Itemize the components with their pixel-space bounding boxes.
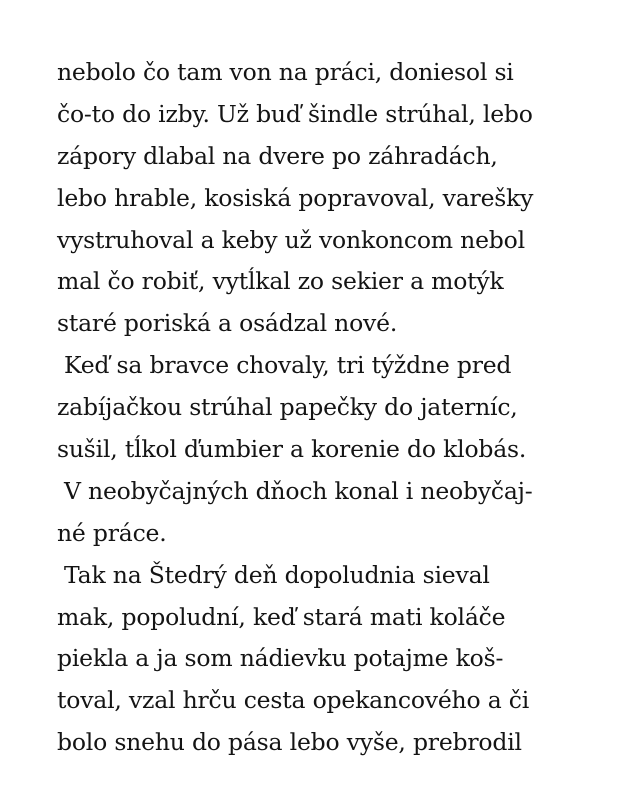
body-text [57,52,617,764]
text-line: toval, vzal hrču cesta opekancového a či [57,686,530,715]
text-line: staré poriská a osádzal nové. [57,309,398,338]
paragraph-start-line: Tak na Štedrý deň dopoludnia sieval [64,560,490,589]
text-line: né práce. [57,518,167,547]
text-line: sušil, tĺkol ďumbier a korenie do klobás. [57,435,527,464]
paragraph-start-line: V neobyčajných dňoch konal i neobyčaj- [64,476,533,505]
text-line: mal čo robiť, vytĺkal zo sekier a motýk [57,267,504,296]
text-line: mak, popoludní, keď stará mati koláče [57,602,506,631]
text-line: nebolo čo tam von na práci, doniesol si [57,58,514,86]
text-line: čo-to do izby. Už buď šindle strúhal, lebo [57,99,533,128]
text-line: zápory dlabal na dvere po záhradách, [57,141,498,170]
text-line: zabíjačkou strúhal papečky do jaterníc, [57,393,518,422]
paragraph-start-line: Keď sa bravce chovaly, tri týždne pred [64,351,512,380]
text-line: lebo hrable, kosiská popravoval, varešky [57,183,534,212]
text-line: bolo snehu do pása lebo vyše, prebrodil [57,728,522,757]
text-line: piekla a ja som nádievku potajme koš- [57,644,504,673]
text-line: vystruhoval a keby už vonkoncom nebol [57,225,525,254]
